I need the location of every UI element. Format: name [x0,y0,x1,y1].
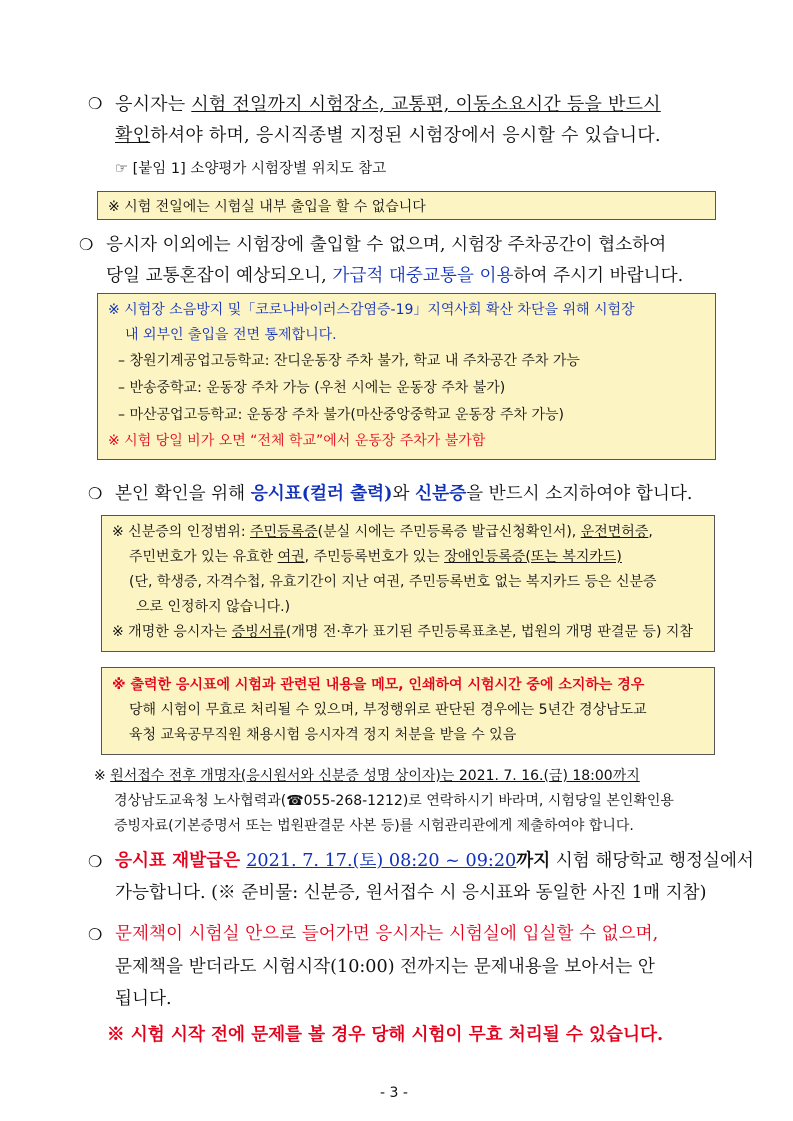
para-3-line [115,480,692,505]
box-2-line-5: – 마산공업고등학교: 운동장 주차 불가(마산중앙중학교 운동장 주차 가능) [118,407,564,423]
box-3-l5b: 증빙서류 [231,624,286,640]
box-4-line-3: 육청 교육공무직원 채용시험 응시자격 정지 처분을 받을 수 있음 [129,727,517,743]
box-3-line-3: (단, 학생증, 자격수첩, 유효기간이 지난 여권, 주민등록번호 없는 복지카드 등은 신분증 [129,574,657,590]
para-4-until: 까지 [516,850,551,871]
box-3-l2b: 여권 [277,549,305,565]
box-3-line-4: 으로 인정하지 않습니다.) [136,599,291,615]
para-4-text-d: 시험 해당학교 행정실에서 [550,851,754,871]
bullet-5: ❍ [88,925,103,944]
bullet-3: ❍ [88,484,103,503]
para-1-text-a: 응시자는 [115,94,192,115]
box-3-line-1 [112,520,704,545]
box-2-line-4: – 반송중학교: 운동장 주차 가능 (우천 시에는 운동장 주차 불가) [118,380,506,396]
notice-box-3 [101,515,715,652]
para-5-line-2: 문제책을 받더라도 시험시작(10:00) 전까지는 문제내용을 보아서는 안 [115,957,655,977]
para-3-text-e: 을 반드시 소지하여야 합니다. [466,484,693,504]
bullet-4: ❍ [88,852,103,871]
para-3-id-card: 신분증 [415,483,467,504]
para-4-datetime: 2021. 7. 17.(토) 08:20 ~ 09:20 [246,851,517,871]
note-mark: ※ [94,768,111,784]
box-3-l2c: , 주민등록번호가 있는 [304,549,445,565]
box-2-line-3: – 창원기계공업고등학교: 잔디운동장 주차 불가, 학교 내 주차공간 주차 가능 [118,353,580,369]
box-4-line-2: 당해 시험이 무효로 처리될 수 있으며, 부정행위로 판단된 경우에는 5년간 경상남도교 [129,702,647,718]
final-warning: ※ 시험 시작 전에 문제를 볼 경우 당해 시험이 무효 처리될 수 있습니다. [107,1024,664,1045]
notice-box-2 [97,293,716,460]
para-4-reissue: 응시표 재발급은 [115,850,247,871]
box-3-l1b: 주민등록증 [250,524,318,540]
rename-note [94,764,734,839]
para-4-line-2: 가능합니다. (※ 준비물: 신분증, 원서접수 시 응시표와 동일한 사진 1매 지참) [115,883,707,903]
notice-box-1-text: ※ 시험 전일에는 시험실 내부 출입을 할 수 없습니다 [108,199,426,215]
para-5-line-1: 문제책이 시험실 안으로 들어가면 응시자는 시험실에 입실할 수 없으며, [115,924,659,944]
para-1-line-1 [115,90,661,116]
box-3-l2d: 장애인등록증(또는 복지카드) [444,549,622,565]
box-3-l5a: ※ 개명한 응시자는 [112,624,232,640]
para-1-underlined-2: 확인 [115,125,151,146]
box-4-line-1: ※ 출력한 응시표에 시험과 관련된 내용을 메모, 인쇄하여 시험시간 중에 소지하는 경우 [112,677,645,693]
para-1-text-b: 하셔야 하며, 응시직종별 지정된 시험장에서 응시할 수 있습니다. [150,125,661,146]
para-1-line-2 [115,121,661,147]
notice-box-1 [97,191,716,220]
box-2-line-2: 내 외부인 출입을 전면 통제합니다. [125,327,337,343]
box-3-l1a: ※ 신분증의 인정범위: [112,524,250,540]
para-3-text-c: 와 [392,484,416,504]
box-3-line-5 [112,620,704,645]
reference-note: ☞ [붙임 1] 소양평가 시험장별 위치도 참고 [115,161,387,177]
para-2-text-c: 하여 주시기 바랍니다. [513,266,684,286]
box-3-l1e: , [648,524,653,540]
bullet-2: ❍ [79,235,94,254]
para-5-line-3: 됩니다. [115,989,172,1009]
note-underlined: 원서접수 전후 개명자(응시원서와 신분증 성명 상이자)는 2021. 7. 16.(금) 18:00까지 [110,768,640,784]
page-number: - 3 - [380,1085,408,1101]
para-2-line-2 [106,262,683,287]
para-2-highlight: 가급적 대중교통을 이용 [332,266,514,286]
para-3-ticket: 응시표(컬러 출력) [250,483,393,504]
box-3-l1c: (분실 시에는 주민등록증 발급신청확인서), [317,524,581,540]
box-3-l1d: 운전면허증 [580,524,649,540]
para-1-underlined: 시험 전일까지 시험장소, 교통편, 이동소요시간 등을 반드시 [191,94,661,115]
note-line-2: 경상남도교육청 노사협력과(☎055-268-1212)로 연락하시기 바라며, 시험당일 본인확인용 [114,793,674,809]
box-2-line-6: ※ 시험 당일 비가 오면 “전체 학교”에서 운동장 주차가 불가함 [108,433,486,449]
para-4-line-1 [115,847,754,872]
box-2-line-1: ※ 시험장 소음방지 및「코로나바이러스감염증-19」지역사회 확산 차단을 위해 시험장 [108,302,635,318]
note-line-3: 증빙자료(기본증명서 또는 법원판결문 사본 등)를 시험관리관에게 제출하여야 합니다. [114,818,634,834]
para-2-text-a: 당일 교통혼잡이 예상되오니, [106,266,333,286]
para-2-line-1: 응시자 이외에는 시험장에 출입할 수 없으며, 시험장 주차공간이 협소하여 [106,235,667,255]
note-line-1 [94,764,734,789]
box-3-line-2 [112,545,704,570]
box-3-l5c: (개명 전·후가 표기된 주민등록표초본, 법원의 개명 판결문 등) 지참 [285,624,693,640]
para-3-text-a: 본인 확인을 위해 [115,484,251,504]
notice-box-4 [101,667,715,755]
bullet-1: ❍ [88,94,103,113]
box-3-l2a: 주민번호가 있는 유효한 [129,549,278,565]
